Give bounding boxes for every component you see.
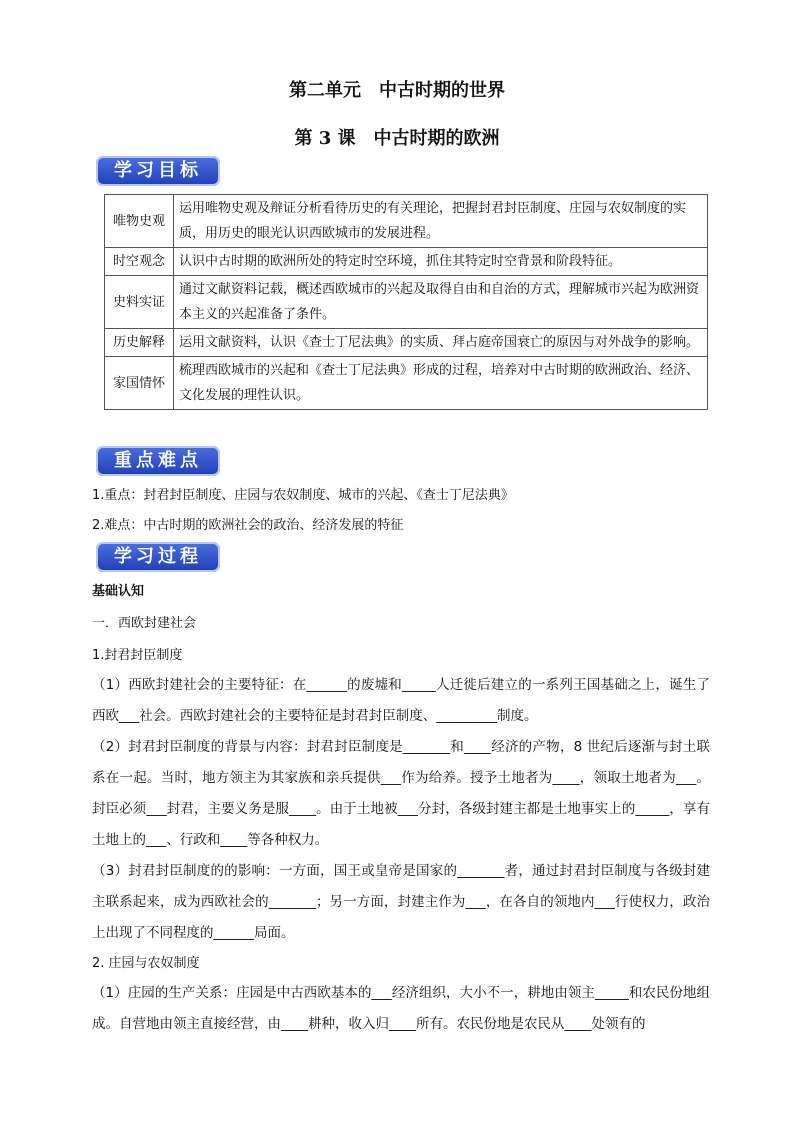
paragraph: （1）庄园的生产关系：庄园是中古西欧基本的___经济组织，大小不一，耕地由领主_____和农民份地组成。自营地由领主直接经营，由____耕种，收入归____所有。农民份地是农民从____处领有的	[92, 985, 710, 1032]
section-heading: 一．西欧封建社会	[92, 616, 197, 631]
goal-value: 运用唯物史观及辩证分析看待历史的有关理论，把握封君封臣制度、庄园与农奴制度的实质，用历史的眼光认识西欧城市的发展进程。	[174, 195, 708, 248]
goal-key: 历史解释	[105, 329, 174, 357]
table-row	[105, 357, 708, 410]
lesson-title: 第 3 课 中古时期的欧洲	[294, 128, 500, 149]
focus-line: 1.重点：封君封臣制度、庄园与农奴制度、城市的兴起、《查士丁尼法典》	[92, 488, 514, 503]
paragraph: （3）封君封臣制度的的影响：一方面，国王或皇帝是国家的_______者，通过封君封臣制度与各级封建主联系起来，成为西欧社会的_______；另一方面，封建主作为___，在各自的领地内___行使权力，政治上出现了不同程度的______局面。	[92, 863, 710, 941]
table-row	[105, 276, 708, 329]
table-row	[105, 248, 708, 276]
goals-banner: 学习目标	[96, 156, 220, 186]
goal-key: 唯物史观	[105, 195, 174, 248]
unit-title: 第二单元 中古时期的世界	[289, 80, 505, 101]
table-row	[105, 195, 708, 248]
goal-key: 史料实证	[105, 276, 174, 329]
goal-key: 家国情怀	[105, 357, 174, 410]
process-banner: 学习过程	[96, 542, 220, 572]
goal-value: 运用文献资料，认识《查士丁尼法典》的实质、拜占庭帝国衰亡的原因与对外战争的影响。	[174, 329, 708, 357]
goals-table	[104, 194, 708, 410]
paragraph: （2）封君封臣制度的背景与内容：封君封臣制度是_______和____经济的产物，8 世纪后逐渐与封土联系在一起。当时，地方领主为其家族和亲兵提供___作为给养。授予土地者为____，领取土地者为___。封臣必须___封君，主要义务是服____。由于土地被___分封，各级封建主都是土地事实上的_____，享有土地上的___、行政和____等各种权力。	[92, 739, 710, 848]
goal-value: 梳理西欧城市的兴起和《查士丁尼法典》形成的过程，培养对中古时期的欧洲政治、经济、文化发展的理性认识。	[174, 357, 708, 410]
goal-key: 时空观念	[105, 248, 174, 276]
goal-value: 认识中古时期的欧洲所处的特定时空环境，抓住其特定时空背景和阶段特征。	[174, 248, 708, 276]
table-row	[105, 329, 708, 357]
sub-heading: 2. 庄园与农奴制度	[92, 956, 200, 971]
goal-value: 通过文献资料记载，概述西欧城市的兴起及取得自由和自治的方式，理解城市兴起为欧洲资本主义的兴起准备了条件。	[174, 276, 708, 329]
paragraph: （1）西欧封建社会的主要特征：在______的废墟和_____人迁徙后建立的一系列王国基础之上，诞生了西欧___社会。西欧封建社会的主要特征是封君封臣制度、_________制度。	[92, 677, 710, 724]
difficulty-line: 2.难点：中古时期的欧洲社会的政治、经济发展的特征	[92, 518, 404, 533]
sub-heading: 1.封君封臣制度	[92, 648, 183, 663]
basic-label: 基础认知	[92, 584, 145, 599]
key-points-banner: 重点难点	[96, 446, 220, 476]
